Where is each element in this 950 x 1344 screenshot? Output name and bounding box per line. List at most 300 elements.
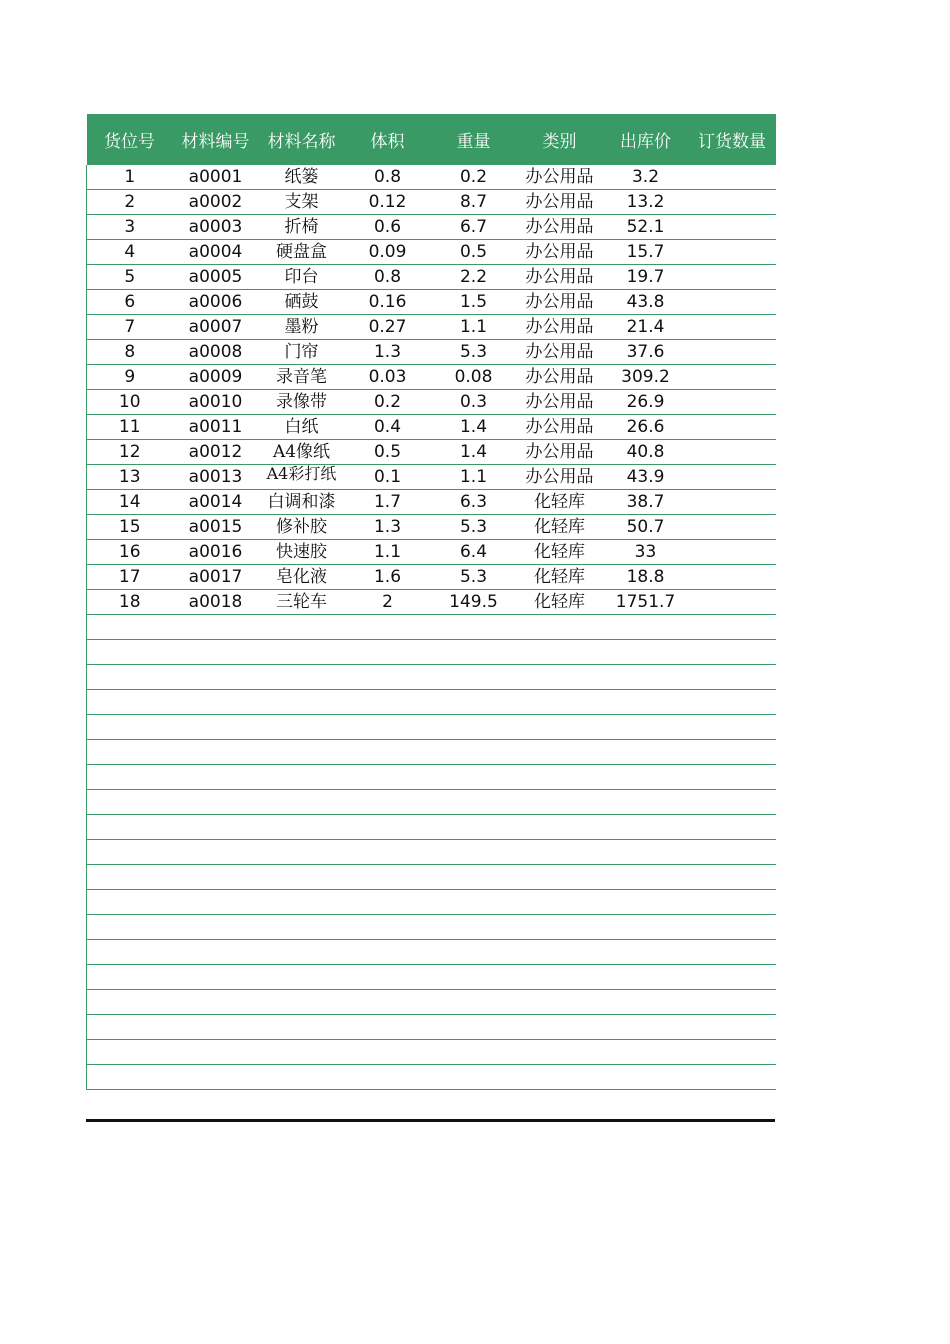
empty-cell[interactable]: [517, 890, 603, 915]
material-name-cell[interactable]: 白纸: [259, 415, 345, 440]
material-name-cell[interactable]: 印台: [259, 265, 345, 290]
volume-cell[interactable]: 0.2: [345, 390, 431, 415]
empty-cell[interactable]: [603, 965, 689, 990]
material-name-cell[interactable]: 录像带: [259, 390, 345, 415]
header-material-name[interactable]: 材料名称: [259, 114, 345, 165]
material-name-cell[interactable]: 折椅: [259, 215, 345, 240]
empty-cell[interactable]: [87, 840, 173, 865]
location-no-cell[interactable]: 1: [87, 165, 173, 190]
category-cell[interactable]: 化轻库: [517, 490, 603, 515]
empty-cell[interactable]: [431, 840, 517, 865]
location-no-cell[interactable]: 5: [87, 265, 173, 290]
empty-cell[interactable]: [87, 865, 173, 890]
empty-cell[interactable]: [87, 640, 173, 665]
material-code-cell[interactable]: a0003: [173, 215, 259, 240]
empty-cell[interactable]: [87, 1040, 173, 1065]
empty-cell[interactable]: [259, 1040, 345, 1065]
empty-cell[interactable]: [87, 890, 173, 915]
empty-cell[interactable]: [345, 665, 431, 690]
material-code-cell[interactable]: a0011: [173, 415, 259, 440]
weight-cell[interactable]: 6.4: [431, 540, 517, 565]
weight-cell[interactable]: 0.08: [431, 365, 517, 390]
empty-cell[interactable]: [689, 765, 776, 790]
category-cell[interactable]: 办公用品: [517, 265, 603, 290]
empty-cell[interactable]: [517, 840, 603, 865]
empty-cell[interactable]: [259, 1065, 345, 1090]
material-code-cell[interactable]: a0002: [173, 190, 259, 215]
empty-cell[interactable]: [259, 915, 345, 940]
empty-cell[interactable]: [259, 765, 345, 790]
outbound-price-cell[interactable]: 3.2: [603, 165, 689, 190]
volume-cell[interactable]: 0.12: [345, 190, 431, 215]
volume-cell[interactable]: 1.7: [345, 490, 431, 515]
empty-cell[interactable]: [517, 865, 603, 890]
order-qty-cell[interactable]: [689, 515, 776, 540]
empty-cell[interactable]: [345, 915, 431, 940]
volume-cell[interactable]: 0.09: [345, 240, 431, 265]
empty-cell[interactable]: [345, 765, 431, 790]
outbound-price-cell[interactable]: 21.4: [603, 315, 689, 340]
volume-cell[interactable]: 0.6: [345, 215, 431, 240]
outbound-price-cell[interactable]: 19.7: [603, 265, 689, 290]
material-code-cell[interactable]: a0007: [173, 315, 259, 340]
empty-cell[interactable]: [345, 690, 431, 715]
header-material-code[interactable]: 材料编号: [173, 114, 259, 165]
empty-cell[interactable]: [689, 715, 776, 740]
empty-cell[interactable]: [173, 815, 259, 840]
volume-cell[interactable]: 0.8: [345, 165, 431, 190]
weight-cell[interactable]: 1.5: [431, 290, 517, 315]
weight-cell[interactable]: 2.2: [431, 265, 517, 290]
weight-cell[interactable]: 5.3: [431, 565, 517, 590]
volume-cell[interactable]: 1.3: [345, 340, 431, 365]
order-qty-cell[interactable]: [689, 440, 776, 465]
category-cell[interactable]: 办公用品: [517, 290, 603, 315]
empty-cell[interactable]: [87, 1015, 173, 1040]
empty-cell[interactable]: [87, 1065, 173, 1090]
volume-cell[interactable]: 0.16: [345, 290, 431, 315]
empty-cell[interactable]: [517, 715, 603, 740]
empty-cell[interactable]: [345, 865, 431, 890]
empty-cell[interactable]: [603, 640, 689, 665]
location-no-cell[interactable]: 10: [87, 390, 173, 415]
weight-cell[interactable]: 1.4: [431, 440, 517, 465]
material-code-cell[interactable]: a0009: [173, 365, 259, 390]
outbound-price-cell[interactable]: 52.1: [603, 215, 689, 240]
empty-cell[interactable]: [173, 940, 259, 965]
category-cell[interactable]: 化轻库: [517, 540, 603, 565]
empty-cell[interactable]: [87, 790, 173, 815]
order-qty-cell[interactable]: [689, 540, 776, 565]
empty-cell[interactable]: [345, 715, 431, 740]
category-cell[interactable]: 办公用品: [517, 465, 603, 490]
empty-cell[interactable]: [517, 1065, 603, 1090]
category-cell[interactable]: 办公用品: [517, 215, 603, 240]
location-no-cell[interactable]: 12: [87, 440, 173, 465]
empty-cell[interactable]: [173, 1065, 259, 1090]
empty-cell[interactable]: [689, 840, 776, 865]
material-code-cell[interactable]: a0017: [173, 565, 259, 590]
weight-cell[interactable]: 1.1: [431, 465, 517, 490]
empty-cell[interactable]: [517, 790, 603, 815]
empty-cell[interactable]: [431, 1065, 517, 1090]
material-name-cell[interactable]: 三轮车: [259, 590, 345, 615]
empty-cell[interactable]: [259, 965, 345, 990]
empty-cell[interactable]: [87, 965, 173, 990]
volume-cell[interactable]: 0.4: [345, 415, 431, 440]
location-no-cell[interactable]: 3: [87, 215, 173, 240]
material-name-cell[interactable]: 支架: [259, 190, 345, 215]
empty-cell[interactable]: [603, 715, 689, 740]
empty-cell[interactable]: [689, 965, 776, 990]
empty-cell[interactable]: [517, 690, 603, 715]
category-cell[interactable]: 化轻库: [517, 590, 603, 615]
empty-cell[interactable]: [689, 665, 776, 690]
empty-cell[interactable]: [87, 690, 173, 715]
empty-cell[interactable]: [603, 1040, 689, 1065]
empty-cell[interactable]: [517, 1015, 603, 1040]
weight-cell[interactable]: 1.1: [431, 315, 517, 340]
empty-cell[interactable]: [87, 715, 173, 740]
order-qty-cell[interactable]: [689, 365, 776, 390]
volume-cell[interactable]: 1.3: [345, 515, 431, 540]
empty-cell[interactable]: [259, 790, 345, 815]
empty-cell[interactable]: [87, 815, 173, 840]
empty-cell[interactable]: [689, 815, 776, 840]
location-no-cell[interactable]: 7: [87, 315, 173, 340]
empty-cell[interactable]: [431, 740, 517, 765]
empty-cell[interactable]: [345, 640, 431, 665]
outbound-price-cell[interactable]: 37.6: [603, 340, 689, 365]
weight-cell[interactable]: 5.3: [431, 515, 517, 540]
empty-cell[interactable]: [259, 990, 345, 1015]
material-name-cell[interactable]: 硒鼓: [259, 290, 345, 315]
order-qty-cell[interactable]: [689, 215, 776, 240]
outbound-price-cell[interactable]: 26.9: [603, 390, 689, 415]
weight-cell[interactable]: 1.4: [431, 415, 517, 440]
empty-cell[interactable]: [603, 690, 689, 715]
empty-cell[interactable]: [431, 790, 517, 815]
empty-cell[interactable]: [173, 665, 259, 690]
empty-cell[interactable]: [345, 815, 431, 840]
header-outbound-price[interactable]: 出库价: [603, 114, 689, 165]
empty-cell[interactable]: [431, 815, 517, 840]
empty-cell[interactable]: [517, 765, 603, 790]
volume-cell[interactable]: 2: [345, 590, 431, 615]
volume-cell[interactable]: 0.1: [345, 465, 431, 490]
empty-cell[interactable]: [345, 1065, 431, 1090]
material-code-cell[interactable]: a0012: [173, 440, 259, 465]
weight-cell[interactable]: 0.2: [431, 165, 517, 190]
empty-cell[interactable]: [259, 865, 345, 890]
outbound-price-cell[interactable]: 50.7: [603, 515, 689, 540]
material-code-cell[interactable]: a0005: [173, 265, 259, 290]
category-cell[interactable]: 办公用品: [517, 415, 603, 440]
material-name-cell[interactable]: A4像纸: [259, 440, 345, 465]
empty-cell[interactable]: [259, 740, 345, 765]
empty-cell[interactable]: [259, 615, 345, 640]
category-cell[interactable]: 办公用品: [517, 240, 603, 265]
empty-cell[interactable]: [259, 940, 345, 965]
header-weight[interactable]: 重量: [431, 114, 517, 165]
material-name-cell[interactable]: 修补胶: [259, 515, 345, 540]
empty-cell[interactable]: [603, 615, 689, 640]
order-qty-cell[interactable]: [689, 340, 776, 365]
category-cell[interactable]: 办公用品: [517, 365, 603, 390]
weight-cell[interactable]: 8.7: [431, 190, 517, 215]
empty-cell[interactable]: [173, 765, 259, 790]
outbound-price-cell[interactable]: 15.7: [603, 240, 689, 265]
location-no-cell[interactable]: 16: [87, 540, 173, 565]
empty-cell[interactable]: [689, 940, 776, 965]
volume-cell[interactable]: 0.27: [345, 315, 431, 340]
empty-cell[interactable]: [689, 1065, 776, 1090]
empty-cell[interactable]: [517, 665, 603, 690]
empty-cell[interactable]: [603, 990, 689, 1015]
order-qty-cell[interactable]: [689, 290, 776, 315]
volume-cell[interactable]: 0.03: [345, 365, 431, 390]
empty-cell[interactable]: [431, 615, 517, 640]
empty-cell[interactable]: [517, 1040, 603, 1065]
location-no-cell[interactable]: 9: [87, 365, 173, 390]
empty-cell[interactable]: [173, 715, 259, 740]
material-code-cell[interactable]: a0010: [173, 390, 259, 415]
location-no-cell[interactable]: 2: [87, 190, 173, 215]
empty-cell[interactable]: [431, 640, 517, 665]
outbound-price-cell[interactable]: 38.7: [603, 490, 689, 515]
weight-cell[interactable]: 0.5: [431, 240, 517, 265]
empty-cell[interactable]: [87, 665, 173, 690]
empty-cell[interactable]: [603, 840, 689, 865]
empty-cell[interactable]: [603, 790, 689, 815]
empty-cell[interactable]: [345, 990, 431, 1015]
empty-cell[interactable]: [603, 740, 689, 765]
outbound-price-cell[interactable]: 13.2: [603, 190, 689, 215]
header-order-qty[interactable]: 订货数量: [689, 114, 776, 165]
order-qty-cell[interactable]: [689, 465, 776, 490]
empty-cell[interactable]: [431, 940, 517, 965]
empty-cell[interactable]: [603, 1015, 689, 1040]
outbound-price-cell[interactable]: 309.2: [603, 365, 689, 390]
material-name-cell[interactable]: 白调和漆: [259, 490, 345, 515]
location-no-cell[interactable]: 11: [87, 415, 173, 440]
order-qty-cell[interactable]: [689, 590, 776, 615]
empty-cell[interactable]: [689, 865, 776, 890]
location-no-cell[interactable]: 8: [87, 340, 173, 365]
material-name-cell[interactable]: 录音笔: [259, 365, 345, 390]
weight-cell[interactable]: 5.3: [431, 340, 517, 365]
empty-cell[interactable]: [431, 715, 517, 740]
empty-cell[interactable]: [603, 865, 689, 890]
empty-cell[interactable]: [603, 890, 689, 915]
empty-cell[interactable]: [431, 915, 517, 940]
location-no-cell[interactable]: 15: [87, 515, 173, 540]
empty-cell[interactable]: [345, 1015, 431, 1040]
empty-cell[interactable]: [603, 815, 689, 840]
empty-cell[interactable]: [689, 890, 776, 915]
empty-cell[interactable]: [345, 615, 431, 640]
empty-cell[interactable]: [173, 840, 259, 865]
empty-cell[interactable]: [87, 940, 173, 965]
empty-cell[interactable]: [517, 940, 603, 965]
empty-cell[interactable]: [345, 840, 431, 865]
empty-cell[interactable]: [173, 615, 259, 640]
category-cell[interactable]: 化轻库: [517, 515, 603, 540]
material-code-cell[interactable]: a0016: [173, 540, 259, 565]
empty-cell[interactable]: [345, 790, 431, 815]
empty-cell[interactable]: [173, 640, 259, 665]
order-qty-cell[interactable]: [689, 565, 776, 590]
empty-cell[interactable]: [173, 690, 259, 715]
material-name-cell[interactable]: 纸篓: [259, 165, 345, 190]
empty-cell[interactable]: [259, 890, 345, 915]
material-code-cell[interactable]: a0015: [173, 515, 259, 540]
order-qty-cell[interactable]: [689, 315, 776, 340]
material-code-cell[interactable]: a0006: [173, 290, 259, 315]
empty-cell[interactable]: [517, 990, 603, 1015]
empty-cell[interactable]: [431, 1040, 517, 1065]
volume-cell[interactable]: 0.8: [345, 265, 431, 290]
empty-cell[interactable]: [259, 840, 345, 865]
outbound-price-cell[interactable]: 43.9: [603, 465, 689, 490]
empty-cell[interactable]: [689, 740, 776, 765]
empty-cell[interactable]: [689, 990, 776, 1015]
material-name-cell[interactable]: 门帘: [259, 340, 345, 365]
order-qty-cell[interactable]: [689, 390, 776, 415]
empty-cell[interactable]: [689, 790, 776, 815]
location-no-cell[interactable]: 14: [87, 490, 173, 515]
location-no-cell[interactable]: 18: [87, 590, 173, 615]
empty-cell[interactable]: [345, 890, 431, 915]
empty-cell[interactable]: [517, 740, 603, 765]
empty-cell[interactable]: [431, 865, 517, 890]
empty-cell[interactable]: [259, 690, 345, 715]
order-qty-cell[interactable]: [689, 190, 776, 215]
empty-cell[interactable]: [517, 815, 603, 840]
location-no-cell[interactable]: 6: [87, 290, 173, 315]
empty-cell[interactable]: [517, 615, 603, 640]
order-qty-cell[interactable]: [689, 165, 776, 190]
empty-cell[interactable]: [431, 990, 517, 1015]
empty-cell[interactable]: [87, 915, 173, 940]
order-qty-cell[interactable]: [689, 240, 776, 265]
location-no-cell[interactable]: 13: [87, 465, 173, 490]
location-no-cell[interactable]: 17: [87, 565, 173, 590]
empty-cell[interactable]: [603, 940, 689, 965]
outbound-price-cell[interactable]: 18.8: [603, 565, 689, 590]
material-code-cell[interactable]: a0018: [173, 590, 259, 615]
empty-cell[interactable]: [87, 740, 173, 765]
empty-cell[interactable]: [345, 965, 431, 990]
volume-cell[interactable]: 1.1: [345, 540, 431, 565]
material-name-cell[interactable]: 硬盘盒: [259, 240, 345, 265]
empty-cell[interactable]: [173, 990, 259, 1015]
empty-cell[interactable]: [87, 765, 173, 790]
empty-cell[interactable]: [173, 790, 259, 815]
empty-cell[interactable]: [431, 965, 517, 990]
empty-cell[interactable]: [431, 765, 517, 790]
empty-cell[interactable]: [345, 940, 431, 965]
material-code-cell[interactable]: a0004: [173, 240, 259, 265]
volume-cell[interactable]: 0.5: [345, 440, 431, 465]
category-cell[interactable]: 办公用品: [517, 165, 603, 190]
category-cell[interactable]: 办公用品: [517, 340, 603, 365]
order-qty-cell[interactable]: [689, 265, 776, 290]
category-cell[interactable]: 办公用品: [517, 390, 603, 415]
empty-cell[interactable]: [603, 665, 689, 690]
empty-cell[interactable]: [517, 915, 603, 940]
material-code-cell[interactable]: a0001: [173, 165, 259, 190]
material-name-cell[interactable]: 皂化液: [259, 565, 345, 590]
material-name-cell[interactable]: 墨粉: [259, 315, 345, 340]
category-cell[interactable]: 化轻库: [517, 565, 603, 590]
empty-cell[interactable]: [173, 1040, 259, 1065]
empty-cell[interactable]: [689, 915, 776, 940]
outbound-price-cell[interactable]: 33: [603, 540, 689, 565]
empty-cell[interactable]: [173, 915, 259, 940]
header-category[interactable]: 类别: [517, 114, 603, 165]
empty-cell[interactable]: [603, 915, 689, 940]
category-cell[interactable]: 办公用品: [517, 190, 603, 215]
empty-cell[interactable]: [87, 615, 173, 640]
empty-cell[interactable]: [259, 815, 345, 840]
empty-cell[interactable]: [689, 640, 776, 665]
empty-cell[interactable]: [431, 690, 517, 715]
location-no-cell[interactable]: 4: [87, 240, 173, 265]
outbound-price-cell[interactable]: 43.8: [603, 290, 689, 315]
material-name-cell[interactable]: A4彩打纸: [259, 465, 345, 490]
material-name-cell[interactable]: 快速胶: [259, 540, 345, 565]
empty-cell[interactable]: [431, 665, 517, 690]
empty-cell[interactable]: [259, 1015, 345, 1040]
empty-cell[interactable]: [689, 615, 776, 640]
outbound-price-cell[interactable]: 1751.7: [603, 590, 689, 615]
empty-cell[interactable]: [689, 690, 776, 715]
empty-cell[interactable]: [431, 1015, 517, 1040]
category-cell[interactable]: 办公用品: [517, 315, 603, 340]
empty-cell[interactable]: [431, 890, 517, 915]
volume-cell[interactable]: 1.6: [345, 565, 431, 590]
empty-cell[interactable]: [689, 1040, 776, 1065]
weight-cell[interactable]: 149.5: [431, 590, 517, 615]
category-cell[interactable]: 办公用品: [517, 440, 603, 465]
order-qty-cell[interactable]: [689, 490, 776, 515]
empty-cell[interactable]: [517, 640, 603, 665]
material-code-cell[interactable]: a0014: [173, 490, 259, 515]
empty-cell[interactable]: [259, 715, 345, 740]
empty-cell[interactable]: [345, 740, 431, 765]
empty-cell[interactable]: [259, 665, 345, 690]
empty-cell[interactable]: [603, 765, 689, 790]
empty-cell[interactable]: [259, 640, 345, 665]
weight-cell[interactable]: 6.7: [431, 215, 517, 240]
outbound-price-cell[interactable]: 26.6: [603, 415, 689, 440]
material-code-cell[interactable]: a0008: [173, 340, 259, 365]
header-location-no[interactable]: 货位号: [87, 114, 173, 165]
empty-cell[interactable]: [689, 1015, 776, 1040]
empty-cell[interactable]: [87, 990, 173, 1015]
weight-cell[interactable]: 6.3: [431, 490, 517, 515]
empty-cell[interactable]: [173, 740, 259, 765]
empty-cell[interactable]: [173, 865, 259, 890]
order-qty-cell[interactable]: [689, 415, 776, 440]
empty-cell[interactable]: [517, 965, 603, 990]
empty-cell[interactable]: [345, 1040, 431, 1065]
outbound-price-cell[interactable]: 40.8: [603, 440, 689, 465]
weight-cell[interactable]: 0.3: [431, 390, 517, 415]
empty-cell[interactable]: [173, 1015, 259, 1040]
empty-cell[interactable]: [603, 1065, 689, 1090]
